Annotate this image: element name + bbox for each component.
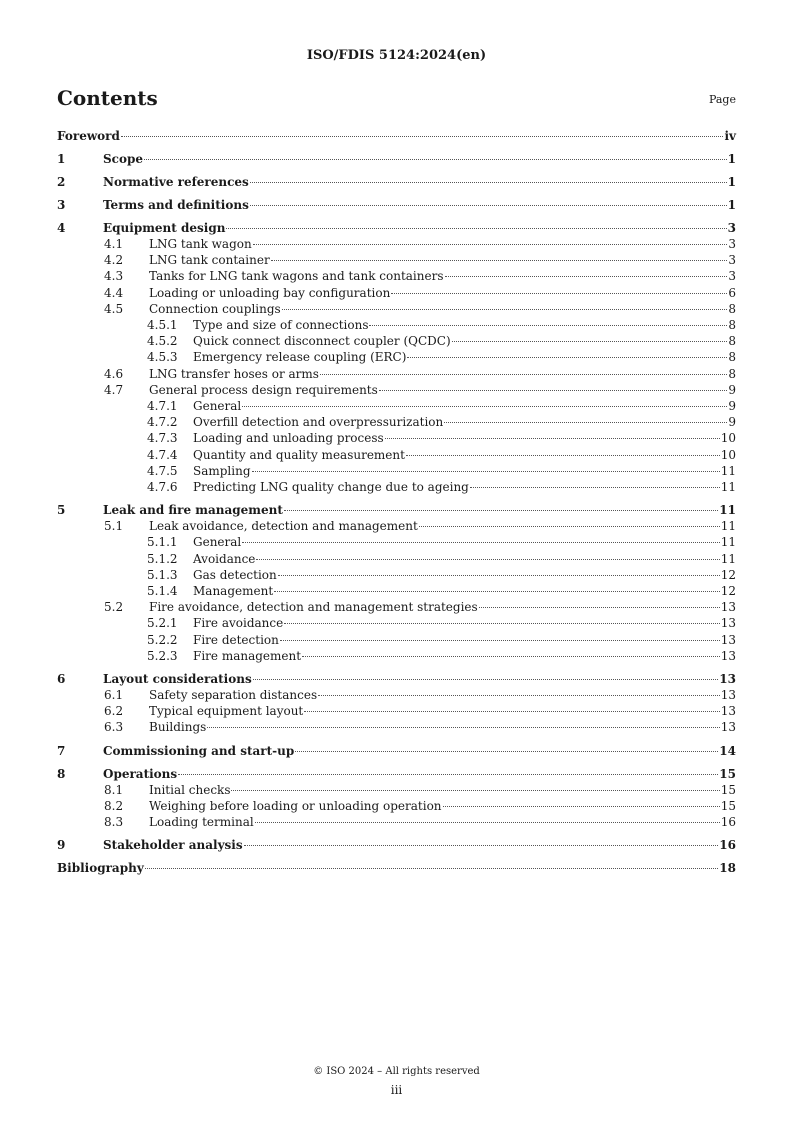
toc-entry-number: 5.1.2 xyxy=(147,551,178,566)
dot-leader xyxy=(452,341,728,342)
toc-entry[interactable] xyxy=(57,398,736,414)
toc-entry-number: 4.5 xyxy=(104,301,124,316)
toc-entry-number: 6.3 xyxy=(104,720,124,735)
toc-entry[interactable] xyxy=(57,463,736,479)
toc-entry-number: 4.7.1 xyxy=(147,399,178,414)
dot-leader xyxy=(280,640,720,641)
toc-entry-label: Fire detection xyxy=(193,632,279,647)
toc-entry-label: Leak and fire management xyxy=(103,503,283,518)
toc-entry-label: Tanks for LNG tank wagons and tank containers xyxy=(149,269,444,284)
page-number: iii xyxy=(390,1083,403,1097)
toc-entry-number: 4.5.3 xyxy=(147,350,178,365)
toc-entry-number: 6.2 xyxy=(104,704,124,719)
toc-group xyxy=(57,671,736,736)
toc-entry-page: 8 xyxy=(728,366,736,381)
toc-entry[interactable] xyxy=(57,333,736,349)
toc-entry-number: 4.6 xyxy=(104,366,124,381)
toc-entry[interactable] xyxy=(57,837,736,853)
toc-entry-number: 7 xyxy=(57,743,66,758)
toc-entry-label: Normative references xyxy=(103,175,249,189)
dot-leader xyxy=(244,845,719,846)
toc-entry-number: 4 xyxy=(57,221,66,235)
dot-leader xyxy=(121,136,724,137)
dot-leader xyxy=(255,822,720,823)
page-column-label: Page xyxy=(708,93,736,106)
toc-entry-number: 4.7.6 xyxy=(147,480,178,495)
toc-entry-page: 8 xyxy=(728,350,736,365)
toc-entry-page: 11 xyxy=(720,535,736,550)
toc-entry-label: Fire avoidance xyxy=(193,616,284,631)
toc-entry-number: 5.1.4 xyxy=(147,584,178,599)
toc-entry-page: 3 xyxy=(728,269,736,284)
toc-group xyxy=(57,766,736,831)
toc-entry-page: 1 xyxy=(727,198,736,212)
toc-entry[interactable] xyxy=(57,220,736,236)
toc-entry-label: Quick connect disconnect coupler (QCDC) xyxy=(193,334,451,349)
toc-entry[interactable] xyxy=(57,479,736,495)
dot-leader xyxy=(242,542,719,543)
toc-group xyxy=(57,837,736,853)
toc-entry-label: Terms and definitions xyxy=(103,198,249,212)
copyright-notice: © ISO 2024 – All rights reserved xyxy=(313,1066,480,1077)
toc-entry-number: 9 xyxy=(57,838,66,853)
dot-leader xyxy=(320,374,727,375)
dot-leader xyxy=(144,159,727,160)
dot-leader xyxy=(145,868,719,869)
toc-entry-page: 6 xyxy=(728,285,736,300)
toc-entry[interactable] xyxy=(57,814,736,830)
toc-entry-page: 12 xyxy=(720,584,736,599)
dot-leader xyxy=(231,790,719,791)
toc-entry-page: 13 xyxy=(720,688,736,703)
toc-entry[interactable] xyxy=(57,782,736,798)
dot-leader xyxy=(419,526,720,527)
dot-leader xyxy=(242,406,727,407)
dot-leader xyxy=(304,711,719,712)
dot-leader xyxy=(470,487,720,488)
toc-entry-page: 3 xyxy=(728,237,736,251)
toc-entry[interactable] xyxy=(57,430,736,446)
toc-entry[interactable] xyxy=(57,703,736,719)
table-of-contents xyxy=(57,128,736,876)
dot-leader xyxy=(443,806,720,807)
toc-entry-page: 13 xyxy=(720,616,736,631)
toc-entry-number: 4.7.3 xyxy=(147,431,178,446)
toc-entry-label: Fire management xyxy=(193,648,302,663)
dot-leader xyxy=(207,727,719,728)
toc-entry-page: 9 xyxy=(728,415,736,430)
toc-entry-number: 3 xyxy=(57,198,66,212)
toc-entry-page: 11 xyxy=(719,503,736,518)
toc-entry-page: 13 xyxy=(720,600,736,615)
toc-entry[interactable] xyxy=(57,317,736,333)
toc-entry-label: Type and size of connections xyxy=(193,318,369,333)
toc-entry-page: 13 xyxy=(720,704,736,719)
toc-entry[interactable] xyxy=(57,798,736,814)
toc-entry[interactable] xyxy=(57,671,736,687)
toc-entry[interactable] xyxy=(57,252,736,268)
toc-entry-label: Bibliography xyxy=(57,861,144,876)
dot-leader xyxy=(318,695,720,696)
toc-entry[interactable] xyxy=(57,268,736,284)
toc-entry[interactable] xyxy=(57,860,736,876)
toc-entry-number: 4.7 xyxy=(104,382,124,397)
toc-entry-label: Loading or unloading bay configuration xyxy=(149,285,391,300)
toc-entry-label: Gas detection xyxy=(193,567,277,582)
toc-entry-label: Safety separation distances xyxy=(149,688,318,703)
toc-entry-page: 8 xyxy=(728,301,736,316)
dot-leader xyxy=(284,510,718,511)
dot-leader xyxy=(284,623,720,624)
toc-entry-number: 5.1 xyxy=(104,519,124,534)
dot-leader xyxy=(479,607,720,608)
dot-leader xyxy=(406,455,720,456)
toc-entry-page: 11 xyxy=(720,519,736,534)
toc-group xyxy=(57,174,736,190)
toc-entry-label: Emergency release coupling (ERC) xyxy=(193,350,407,365)
toc-entry-page: 9 xyxy=(728,399,736,414)
toc-entry-label: General process design requirements xyxy=(149,382,378,397)
toc-entry[interactable] xyxy=(57,366,736,382)
toc-entry-page: 13 xyxy=(720,632,736,647)
toc-entry[interactable] xyxy=(57,285,736,301)
toc-entry-label: Avoidance xyxy=(193,551,256,566)
toc-entry[interactable] xyxy=(57,518,736,534)
toc-entry[interactable] xyxy=(57,301,736,317)
toc-entry-label: Commissioning and start-up xyxy=(103,743,295,758)
toc-entry[interactable] xyxy=(57,648,736,664)
toc-entry-page: 13 xyxy=(720,720,736,735)
toc-entry-page: 18 xyxy=(719,861,736,876)
toc-entry-label: Sampling xyxy=(193,463,251,478)
toc-entry-number: 4.1 xyxy=(104,237,124,251)
toc-entry-number: 8 xyxy=(57,766,66,781)
toc-entry-number: 8.1 xyxy=(104,782,124,797)
dot-leader xyxy=(391,293,727,294)
dot-leader xyxy=(282,309,728,310)
toc-group xyxy=(57,220,736,495)
toc-entry-page: 8 xyxy=(728,318,736,333)
toc-entry-label: Scope xyxy=(103,152,144,166)
toc-entry-number: 1 xyxy=(57,152,66,166)
toc-entry[interactable] xyxy=(57,687,736,703)
toc-entry-label: Connection couplings xyxy=(149,301,281,316)
dot-leader xyxy=(278,575,720,576)
toc-entry-page: 15 xyxy=(720,782,736,797)
toc-entry[interactable] xyxy=(57,414,736,430)
toc-entry-page: 11 xyxy=(720,480,736,495)
toc-entry-label: Leak avoidance, detection and management xyxy=(149,519,418,534)
dot-leader xyxy=(444,422,727,423)
toc-entry-label: General xyxy=(193,399,242,414)
toc-group xyxy=(57,860,736,876)
toc-entry-page: 1 xyxy=(727,152,736,166)
toc-entry-page: 16 xyxy=(719,838,736,853)
dot-leader xyxy=(253,244,728,245)
toc-entry[interactable] xyxy=(57,719,736,735)
toc-entry-page: 11 xyxy=(720,551,736,566)
toc-group xyxy=(57,502,736,664)
toc-entry-number: 4.7.2 xyxy=(147,415,178,430)
toc-entry[interactable] xyxy=(57,743,736,759)
toc-entry-number: 6 xyxy=(57,672,66,687)
dot-leader xyxy=(385,438,720,439)
toc-entry-number: 4.5.2 xyxy=(147,334,178,349)
toc-entry-number: 4.7.5 xyxy=(147,463,178,478)
toc-entry-number: 2 xyxy=(57,175,66,189)
toc-entry-number: 4.3 xyxy=(104,269,124,284)
toc-entry-label: Quantity and quality measurement xyxy=(193,447,405,462)
toc-entry-number: 5.2.3 xyxy=(147,648,178,663)
toc-entry-label: LNG tank wagon xyxy=(149,237,252,251)
toc-entry-page: 13 xyxy=(720,648,736,663)
toc-entry[interactable] xyxy=(57,236,736,252)
toc-entry[interactable] xyxy=(57,174,736,190)
toc-group xyxy=(57,128,736,144)
toc-entry[interactable] xyxy=(57,349,736,365)
toc-entry[interactable] xyxy=(57,551,736,567)
toc-entry-label: Layout considerations xyxy=(103,672,252,687)
dot-leader xyxy=(250,182,727,183)
toc-entry-page: 9 xyxy=(728,382,736,397)
toc-entry[interactable] xyxy=(57,766,736,782)
toc-entry[interactable] xyxy=(57,447,736,463)
toc-entry[interactable] xyxy=(57,128,736,144)
toc-entry-label: Typical equipment layout xyxy=(149,704,304,719)
toc-entry[interactable] xyxy=(57,197,736,213)
dot-leader xyxy=(252,471,720,472)
dot-leader xyxy=(445,276,728,277)
toc-entry-label: Buildings xyxy=(149,720,207,735)
toc-entry[interactable] xyxy=(57,615,736,631)
toc-entry-page: 8 xyxy=(728,334,736,349)
toc-group xyxy=(57,197,736,213)
dot-leader xyxy=(274,591,720,592)
toc-entry-label: Operations xyxy=(103,766,178,781)
toc-entry-label: Predicting LNG quality change due to ageing xyxy=(193,480,469,495)
page-title: Contents xyxy=(57,86,158,110)
toc-entry-label: Management xyxy=(193,584,274,599)
toc-entry-label: Initial checks xyxy=(149,782,231,797)
toc-entry-number: 5.2 xyxy=(104,600,124,615)
dot-leader xyxy=(178,774,718,775)
toc-entry-number: 5 xyxy=(57,503,66,518)
toc-entry[interactable] xyxy=(57,583,736,599)
dot-leader xyxy=(271,260,728,261)
toc-entry-number: 5.1.3 xyxy=(147,567,178,582)
dot-leader xyxy=(253,679,719,680)
dot-leader xyxy=(302,656,720,657)
toc-entry-number: 6.1 xyxy=(104,688,124,703)
dot-leader xyxy=(379,390,728,391)
dot-leader xyxy=(250,205,727,206)
toc-entry-page: 10 xyxy=(720,431,736,446)
toc-entry-label: General xyxy=(193,535,242,550)
toc-entry-page: 16 xyxy=(720,815,736,830)
toc-entry-page: 15 xyxy=(720,798,736,813)
dot-leader xyxy=(407,357,727,358)
toc-entry-label: Loading terminal xyxy=(149,815,254,830)
toc-entry[interactable] xyxy=(57,567,736,583)
toc-entry-number: 5.2.1 xyxy=(147,616,178,631)
toc-entry[interactable] xyxy=(57,151,736,167)
document-header: ISO/FDIS 5124:2024(en) xyxy=(306,48,487,63)
toc-entry-number: 5.2.2 xyxy=(147,632,178,647)
toc-entry-page: 13 xyxy=(719,672,736,687)
dot-leader xyxy=(369,325,727,326)
toc-entry-page: 12 xyxy=(720,567,736,582)
toc-entry-number: 4.2 xyxy=(104,253,124,268)
toc-entry[interactable] xyxy=(57,382,736,398)
toc-entry-label: Fire avoidance, detection and management strategies xyxy=(149,600,478,615)
toc-entry[interactable] xyxy=(57,632,736,648)
toc-entry-page: 3 xyxy=(727,221,736,235)
toc-entry-page: 3 xyxy=(728,253,736,268)
toc-entry-label: LNG transfer hoses or arms xyxy=(149,366,319,381)
toc-entry-page: 14 xyxy=(719,743,736,758)
toc-entry-number: 5.1.1 xyxy=(147,535,178,550)
toc-entry-label: Loading and unloading process xyxy=(193,431,384,446)
toc-entry-page: iv xyxy=(724,129,736,143)
toc-entry-label: Overfill detection and overpressurization xyxy=(193,415,444,430)
toc-entry[interactable] xyxy=(57,502,736,518)
toc-entry-label: Weighing before loading or unloading operation xyxy=(149,798,442,813)
toc-entry-page: 11 xyxy=(720,463,736,478)
toc-entry-number: 4.5.1 xyxy=(147,318,178,333)
toc-entry-label: Stakeholder analysis xyxy=(103,838,243,853)
toc-entry[interactable] xyxy=(57,534,736,550)
toc-entry-page: 1 xyxy=(727,175,736,189)
dot-leader xyxy=(256,559,719,560)
toc-group xyxy=(57,743,736,759)
toc-entry-number: 4.7.4 xyxy=(147,447,178,462)
toc-entry-page: 15 xyxy=(719,766,736,781)
toc-entry[interactable] xyxy=(57,599,736,615)
toc-entry-label: LNG tank container xyxy=(149,253,270,268)
toc-entry-number: 8.3 xyxy=(104,815,124,830)
toc-entry-number: 8.2 xyxy=(104,798,124,813)
toc-group xyxy=(57,151,736,167)
toc-entry-label: Equipment design xyxy=(103,221,226,235)
toc-entry-label: Foreword xyxy=(57,129,120,143)
dot-leader xyxy=(295,751,718,752)
dot-leader xyxy=(226,228,726,229)
toc-entry-page: 10 xyxy=(720,447,736,462)
toc-entry-number: 4.4 xyxy=(104,285,124,300)
